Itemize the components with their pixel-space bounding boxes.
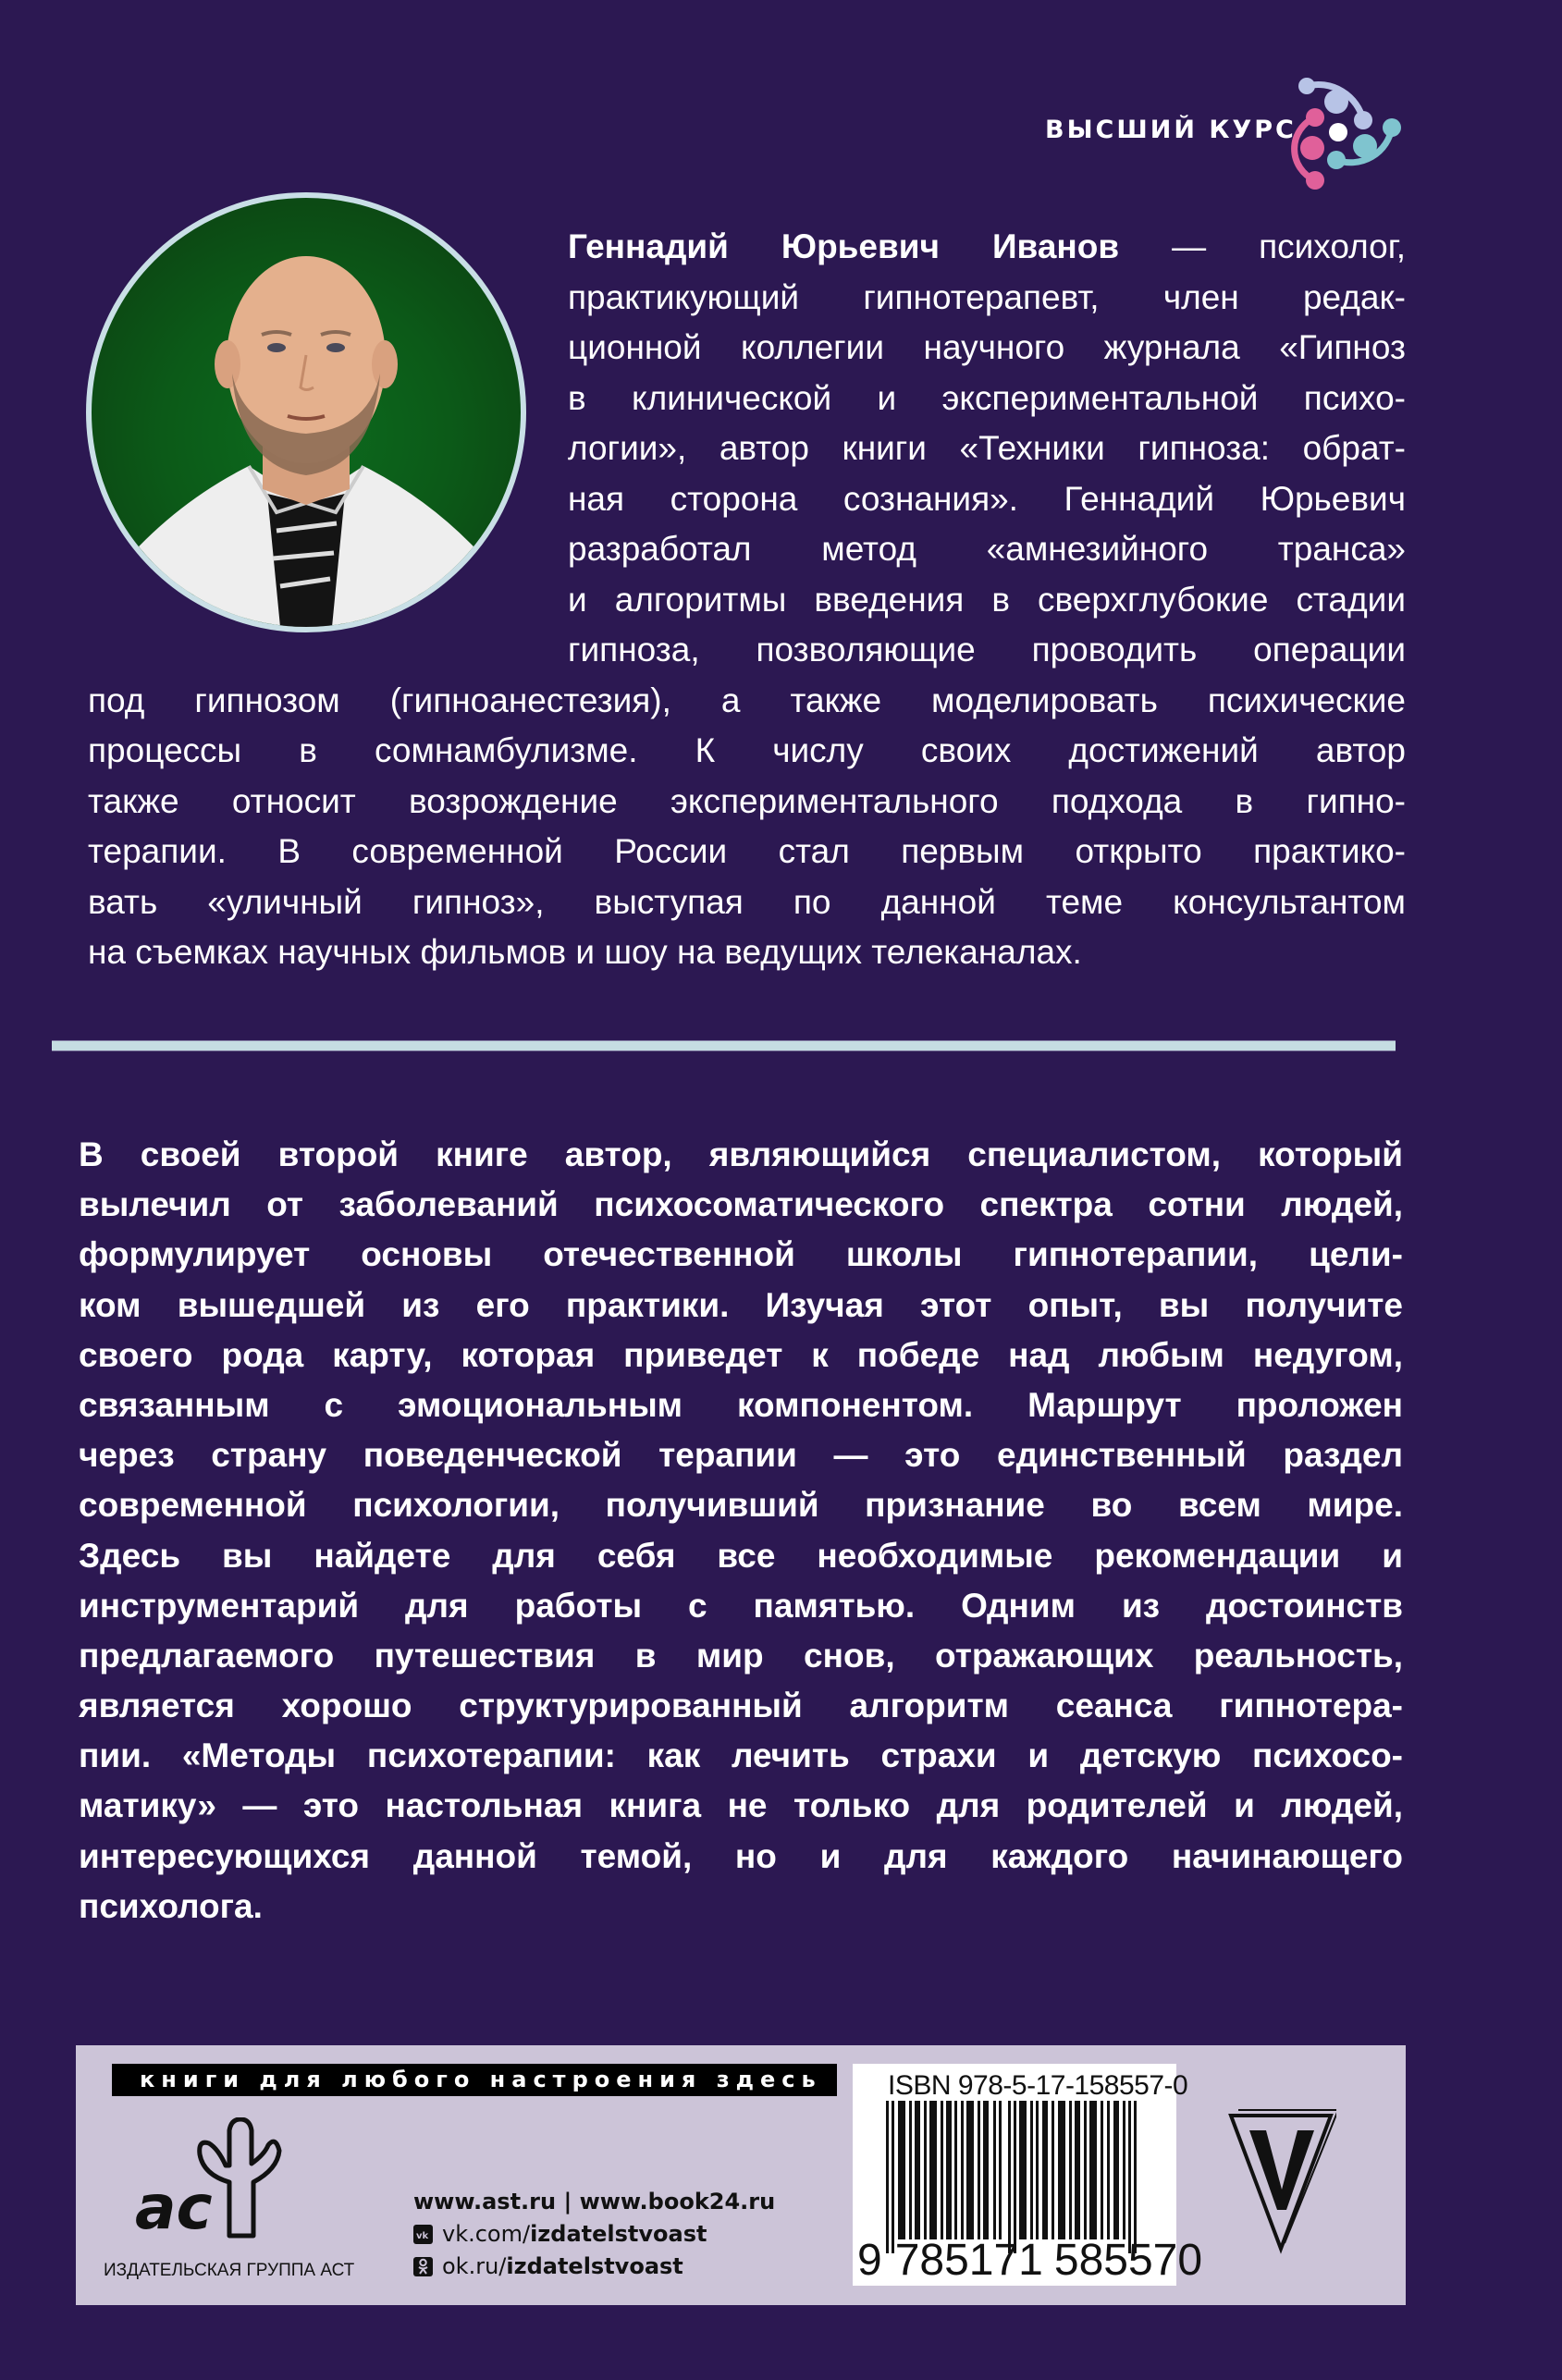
- bio-line: на съемках научных фильмов и шоу на ведущих телеканалах.: [88, 933, 1082, 971]
- ast-publisher-logo: [129, 2117, 287, 2242]
- bio-line: ционной коллегии научного журнала «Гипноз: [568, 328, 1406, 366]
- description-line: через страну поведенческой терапии — это единственный раздел: [79, 1436, 1403, 1475]
- description-line: пии. «Методы психотерапии: как лечить страхи и детскую психосо-: [79, 1736, 1403, 1775]
- description-line: матику» — это настольная книга не только для родителей и людей,: [79, 1786, 1403, 1825]
- bio-line: под гипнозом (гипноанестезия), а также моделировать психические: [88, 681, 1406, 719]
- isbn-barcode: [853, 2064, 1203, 2286]
- author-name: Геннадий Юрьевич Иванов: [568, 227, 1120, 265]
- description-line: интересующихся данной темой, но и для каждого начинающего: [79, 1836, 1403, 1875]
- description-line: вылечил от заболеваний психосоматического спектра сотни людей,: [79, 1185, 1403, 1224]
- publisher-name: ИЗДАТЕЛЬСКАЯ ГРУППА АСТ: [104, 2261, 355, 2280]
- description-line: инструментарий для работы с памятью. Одним из достоинств: [79, 1586, 1403, 1625]
- svg-text:ac: ac: [135, 2172, 213, 2242]
- odnoklassniki-icon: [413, 2257, 433, 2276]
- barcode-digits: 9 785171 585570: [857, 2236, 1203, 2285]
- description-line: современной психологии, получивший признание во всем мире.: [79, 1486, 1403, 1525]
- tagline-banner: книги для любого настроения здесь: [112, 2064, 837, 2096]
- bio-line: терапии. В современной России стал первым открыто практико-: [88, 832, 1406, 870]
- bio-line: разработал метод «амнезийного транса»: [568, 530, 1406, 568]
- age-rating-badge-icon: [1225, 2099, 1336, 2256]
- series-header: [1045, 65, 1415, 203]
- description-line: связанным с эмоциональным компонентом. Маршрут проложен: [79, 1385, 1403, 1424]
- bio-line: логии», автор книги «Техники гипноза: обрат-: [568, 429, 1406, 467]
- section-divider: [52, 1040, 1396, 1051]
- bio-line: также относит возрождение экспериментального подхода в гипно-: [88, 781, 1406, 820]
- publisher-links: [413, 2186, 775, 2283]
- description-line: В своей второй книге автор, являющийся специалистом, который: [79, 1135, 1403, 1173]
- bio-line: вать «уличный гипноз», выступая по данной теме консультантом: [88, 882, 1406, 921]
- svg-text:vk: vk: [416, 2231, 429, 2241]
- vk-icon: [413, 2225, 433, 2244]
- description-line: предлагаемого путешествия в мир снов, отражающих реальность,: [79, 1636, 1403, 1675]
- description-line: является хорошо структурированный алгоритм сеанса гипнотера-: [79, 1687, 1403, 1725]
- description-line: своего рода карту, которая приведет к победе над любым недугом,: [79, 1335, 1403, 1374]
- bio-line: гипноза, позволяющие проводить операции: [568, 631, 1406, 669]
- description-line: Здесь вы найдете для себя все необходимые рекомендации и: [79, 1536, 1403, 1575]
- bio-line: ная сторона сознания». Геннадий Юрьевич: [568, 479, 1406, 518]
- series-label: ВЫСШИЙ КУРС: [1045, 116, 1297, 144]
- bio-line: в клинической и экспериментальной психо-: [568, 378, 1406, 417]
- bio-line: процессы в сомнамбулизме. К числу своих достижений автор: [88, 731, 1406, 769]
- publisher-footer: [76, 2045, 1406, 2305]
- bio-line: практикующий гипнотерапевт, член редак-: [568, 277, 1406, 316]
- book-description: [79, 1130, 1403, 1932]
- vk-link[interactable]: vk vk.com/ izdatelstvoast: [413, 2218, 775, 2251]
- isbn-number: ISBN 978-5-17-158557-0: [888, 2070, 1188, 2101]
- author-bio: [88, 222, 1406, 978]
- description-line: психолога.: [79, 1886, 263, 1925]
- description-line: ком вышедшей из его практики. Изучая этот опыт, вы получите: [79, 1285, 1403, 1324]
- bio-line: Геннадий Юрьевич Иванов — психолог,: [568, 227, 1406, 265]
- description-line: формулирует основы отечественной школы гипнотерапии, цели-: [79, 1235, 1403, 1274]
- website-links[interactable]: www.ast.ru | www.book24.ru: [413, 2189, 776, 2214]
- bio-line: и алгоритмы введения в сверхглубокие стадии: [568, 580, 1406, 619]
- ok-link[interactable]: ok.ru/ izdatelstvoast: [413, 2251, 775, 2283]
- molecule-orbit-icon: [1267, 60, 1406, 199]
